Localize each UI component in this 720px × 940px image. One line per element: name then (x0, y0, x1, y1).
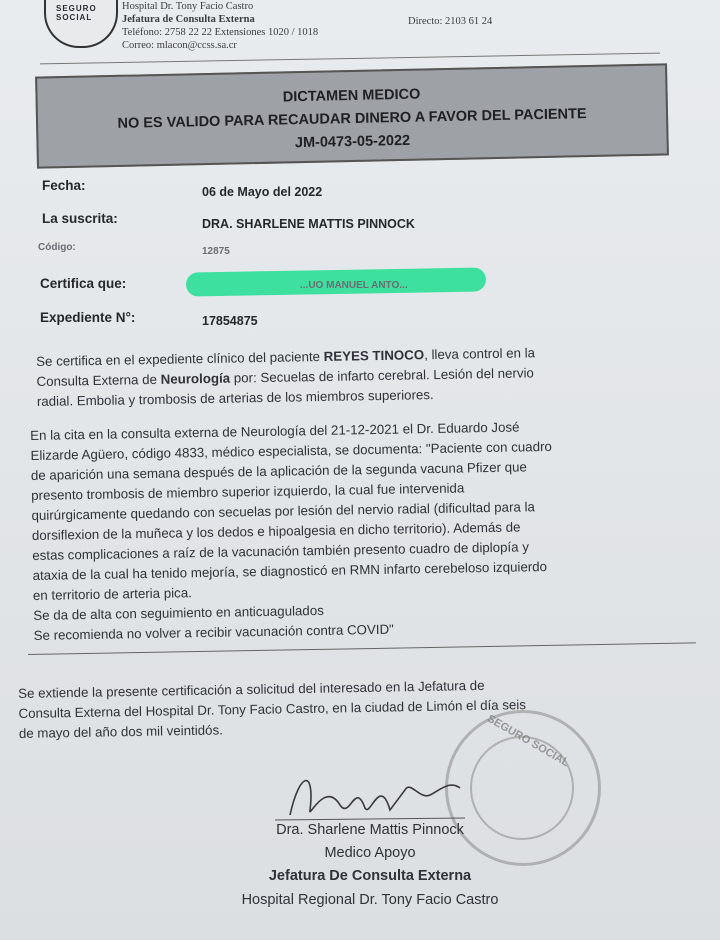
codigo-label: Código: (38, 242, 76, 253)
ccss-logo (44, 0, 118, 48)
suscrita-label: La suscrita: (42, 211, 118, 226)
letterhead (122, 0, 318, 52)
p3-line: Consulta Externa del Hospital Dr. Tony Facio Castro, en la ciudad de Limón el día seis (18, 697, 527, 721)
handwritten-signature (270, 760, 470, 830)
p1-text-d: Consulta Externa de (36, 371, 161, 389)
p3-line: Se extiende la presente certificación a solicitud del interesado en la Jefatura de (18, 677, 485, 701)
expediente-label: Expediente N°: (40, 310, 136, 325)
p3-line: de mayo del año dos mil veintidós. (18, 722, 223, 741)
p2-line: en territorio de arteria pica. (32, 585, 192, 603)
signer-department: Jefatura De Consulta Externa (268, 868, 472, 884)
p2-line: ataxia de la cual ha tenido mejoría, se diagnosticó en RMN infarto cerebeloso izquierdo (32, 558, 548, 583)
codigo-value: 12875 (202, 246, 230, 257)
p2-line: Se da de alta con seguimiento en anticuagulados (33, 602, 324, 623)
direct-phone: Directo: 2103 61 24 (408, 16, 493, 27)
expediente-value: 17854875 (202, 314, 258, 328)
document-code: JM-0473-05-2022 (294, 132, 411, 152)
p1-text-a: Se certifica en el expediente clínico del paciente (36, 348, 324, 369)
fecha-value: 06 de Mayo del 2022 (202, 185, 323, 199)
patient-name: REYES TINOCO (323, 347, 425, 364)
fecha-label: Fecha: (42, 178, 86, 193)
document-title: DICTAMEN MEDICO (282, 86, 421, 106)
hospital-name: Hospital Dr. Tony Facio Castro (122, 1, 254, 12)
title-box (35, 63, 669, 168)
email-line: Correo: mlacon@ccss.sa.cr (122, 40, 237, 51)
signer-hospital: Hospital Regional Dr. Tony Facio Castro (241, 892, 499, 908)
p2-line: En la cita en la consulta externa de Neurología del 21-12-2021 el Dr. Eduardo José (30, 419, 520, 443)
p1-text-g: radial. Embolia y trombosis de arterias de los miembros superiores. (36, 387, 434, 409)
p2-line: de aparición una semana después de la aplicación de la segunda vacuna Pfizer que (30, 459, 527, 483)
p2-line: estas complicaciones a raíz de la vacunación también presento cuadro de diplopía y (32, 539, 530, 563)
header-divider (40, 53, 660, 65)
paragraph-consultation (30, 414, 694, 645)
stamp-text: SEGURO SOCIAL (485, 712, 572, 770)
p2-line: Se recomienda no volver a recibir vacunación contra COVID" (33, 621, 394, 643)
paragraph-diagnosis (36, 341, 677, 412)
certifica-value: ...UO MANUEL ANTO... (300, 280, 408, 291)
p2-line: Elizarde Agüero, código 4833, médico especialista, se documenta: "Paciente con cuadro (30, 438, 552, 463)
paragraph-extension (18, 672, 709, 744)
p1-text-f: por: Secuelas de infarto cerebral. Lesión del nervio (229, 365, 535, 386)
department-name: Jefatura de Consulta Externa (122, 14, 255, 25)
specialty: Neurología (160, 370, 231, 387)
p2-line: presento trombosis de miembro superior izquierdo, la cual fue intervenida (31, 480, 465, 503)
logo-text: SEGURO SOCIAL (56, 4, 97, 22)
p1-text-c: , lleva control en la (424, 345, 536, 363)
validity-notice: NO ES VALIDO PARA RECAUDAR DINERO A FAVOR DEL PACIENTE (117, 106, 587, 132)
p2-line: quirúrgicamente quedando con secuelas por lesión del nervio radial (dificultad para la (31, 499, 535, 523)
certifica-label: Certifica que: (40, 276, 127, 291)
signer-name: Dra. Sharlene Mattis Pinnock (276, 822, 464, 838)
suscrita-value: DRA. SHARLENE MATTIS PINNOCK (202, 217, 415, 231)
phone-line: Teléfono: 2758 22 22 Extensiones 1020 / 1018 (122, 27, 319, 38)
p2-line: dorsiflexion de la muñeca y los dedos e hipoalgesia en dicho territorio). Además de (31, 519, 521, 543)
signer-role: Medico Apoyo (324, 845, 416, 861)
